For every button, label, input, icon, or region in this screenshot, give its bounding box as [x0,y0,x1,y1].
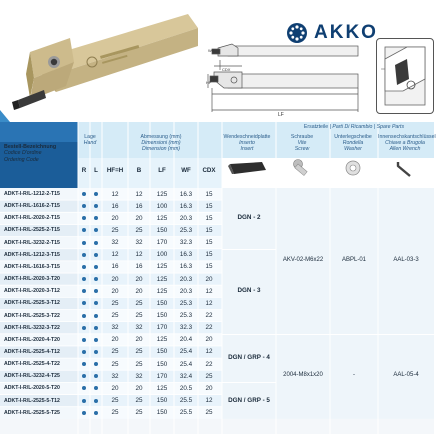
col-cdx: CDX [202,167,216,174]
hand-r-dot [82,350,86,354]
col-r: R [81,167,87,174]
wf-cell: 25.3 [179,226,193,234]
col-l: L [94,167,98,174]
b-cell: 20 [135,275,143,283]
hand-l-dot [94,314,98,318]
hf-cell: 20 [111,287,119,295]
cdx-cell: 15 [205,263,213,271]
washer-part-number: ABPL-01 [341,256,366,263]
cdx-cell: 22 [205,312,213,319]
ordering-code-header [4,144,76,163]
hand-r-dot [82,338,86,342]
cdx-cell: 15 [205,226,213,234]
ordering-code-cell: ADKT-I-R/L-2020-4-T20 [4,336,60,343]
cdx-cell: 15 [205,239,213,247]
b-cell: 20 [135,384,143,392]
lf-cell: 170 [156,324,168,332]
insert-de: Wendeschneidplatte [223,134,271,140]
wf-cell: 16.3 [179,263,193,271]
hf-cell: 20 [111,214,119,222]
ordering-code-cell: ADKT-I-R/L-2020-2-T15 [4,215,60,222]
insert-group-label: DGN / GRP - 4 [228,354,270,362]
wf-cell: 20.3 [179,214,193,222]
spare-parts-header: Ersatzteile | Parti Di Ricambio | Spare Parts [303,124,405,130]
ordering-code-cell: ADKT-I-R/L-1616-3-T15 [4,263,60,270]
hf-cell: 32 [111,372,119,380]
screw-part-number: AKV-02-M6x22 [282,256,324,263]
insert-detail-view [376,38,434,114]
hf-cell: 25 [111,409,119,417]
lf-cell: 125 [156,336,168,344]
wf-cell: 25.3 [179,299,193,307]
spare-parts-it: Parti Di Ricambio [332,124,373,130]
b-cell: 25 [135,312,143,319]
ordering-code-cell: ADKT-I-R/L-3232-4-T25 [4,373,60,380]
hand-r-dot [82,314,86,318]
wf-cell: 20.5 [179,384,193,392]
ordering-code-cell: ADKT-I-R/L-2525-5-T25 [4,409,60,416]
lf-cell: 170 [156,239,168,247]
cdx-cell: 12 [205,299,213,307]
wf-cell: 25.4 [179,360,193,368]
screw-part-number: 2004-M8x1x20 [283,372,323,379]
lf-cell: 100 [156,202,168,210]
insert-header [222,134,272,152]
b-cell: 16 [135,263,143,271]
b-cell: 32 [135,324,143,332]
ordering-code-cell: ADKT-I-R/L-2020-3-T20 [4,276,60,283]
wf-cell: 20.3 [179,287,193,295]
dimension-en: Dimension (mm) [141,146,181,152]
ordering-header-top [0,122,78,142]
b-cell: 32 [135,239,143,247]
hf-cell: 25 [111,348,119,356]
hand-l-dot [94,241,98,245]
cdx-cell: 12 [205,287,213,295]
b-cell: 20 [135,287,143,295]
ordering-code-cell: ADKT-I-R/L-1212-2-T15 [4,191,60,197]
b-cell: 12 [135,190,143,198]
b-cell: 25 [135,299,143,307]
key-de: Innensechskantschlüssel [378,134,436,140]
key-it: Chiave a Brugola [385,140,425,146]
spare-group-separator [276,334,434,335]
col-lf: LF [158,167,166,174]
ordering-code-cell: ADKT-I-R/L-1212-3-T15 [4,251,60,258]
insert-group-label: DGN - 3 [237,287,261,295]
right-body-bg [222,188,434,419]
key-part-number: AAL-03-3 [393,256,419,263]
b-cell: 25 [135,348,143,356]
wf-cell: 25.5 [179,397,193,405]
hf-cell: 25 [111,312,119,319]
hand-l-dot [94,411,98,415]
cdx-cell: 12 [205,348,213,356]
hf-cell: 25 [111,360,119,368]
b-cell: 20 [135,336,143,344]
lf-cell: 150 [156,397,168,405]
lf-cell: 150 [156,312,168,319]
hf-cell: 25 [111,299,119,307]
ordering-en: Ordering Code [4,156,39,163]
ordering-code-cell: ADKT-I-R/L-1616-2-T15 [4,203,60,210]
dimension-header [102,134,220,152]
col-wf: WF [181,167,191,174]
lf-cell: 150 [156,360,168,368]
hf-cell: 12 [111,190,119,198]
hand-l-dot [94,192,98,196]
cdx-cell: 25 [205,409,213,417]
cdx-label: CDX [222,67,231,72]
washer-de: Unterlegscheibe [334,134,372,140]
hand-r-dot [82,265,86,269]
insert-group-label: DGN / GRP - 5 [228,396,270,404]
hf-cell: 25 [111,226,119,234]
key-en: Allen Wrench [389,146,421,152]
hand-de: Lage [84,134,96,140]
hand-r-dot [82,411,86,415]
screw-en: Screw [294,146,310,152]
hf-label: HF [206,80,212,85]
screw-it: Vite [297,140,307,146]
cdx-cell: 20 [205,275,213,283]
cdx-cell: 20 [205,384,213,392]
col-b: B [136,167,142,174]
lf-cell: 150 [156,226,168,234]
lf-label: LF [278,112,284,118]
lf-cell: 150 [156,409,168,417]
lf-cell: 125 [156,190,168,198]
wf-cell: 16.3 [179,190,193,198]
wf-cell: 25.4 [179,348,193,356]
ordering-code-cell: ADKT-I-R/L-2525-3-T22 [4,312,60,319]
spare-parts-en: Spare Parts [376,124,405,130]
b-cell: 25 [135,409,143,417]
insert-icon [228,160,268,176]
dimension-de: Abmessung (mm) [140,134,182,140]
ordering-code-cell: ADKT-I-R/L-2525-2-T15 [4,227,60,234]
hf-cell: 20 [111,384,119,392]
tool-holder-photo [0,0,200,122]
wf-cell: 20.4 [179,336,193,344]
insert-en: Insert [240,146,254,152]
insert-group-separator [222,249,276,250]
insert-it: Inserto [239,140,255,146]
hand-l-dot [94,253,98,257]
lf-cell: 100 [156,251,168,259]
washer-icon [344,159,362,177]
wf-cell: 25.5 [179,409,193,417]
hand-r-dot [82,241,86,245]
wf-cell: 16.3 [179,202,193,210]
wf-cell: 16.3 [179,251,193,259]
ordering-it: Codice D'ordine [4,150,42,157]
hand-r-dot [82,326,86,330]
hand-r-dot [82,192,86,196]
cdx-cell: 20 [205,336,213,344]
ordering-code-cell: ADKT-I-R/L-2020-5-T20 [4,385,60,392]
hand-l-dot [94,338,98,342]
hf-cell: 32 [111,324,119,332]
lf-cell: 170 [156,372,168,380]
ordering-code-cell: ADKT-I-R/L-2525-4-T22 [4,361,60,368]
ordering-code-cell: ADKT-I-R/L-2525-3-T12 [4,300,60,307]
b-cell: 32 [135,372,143,380]
col-hf: HF=H [106,167,124,174]
washer-part-number: - [353,372,355,379]
hand-l-dot [94,350,98,354]
hand-l-dot [94,265,98,269]
b-cell: 25 [135,226,143,234]
hf-cell: 25 [111,397,119,405]
hf-cell: 20 [111,336,119,344]
cdx-cell: 15 [205,190,213,198]
lf-cell: 125 [156,275,168,283]
cdx-cell: 25 [205,372,213,380]
b-cell: 16 [135,202,143,210]
ordering-code-cell: ADKT-I-R/L-3232-2-T15 [4,239,60,246]
cdx-cell: 15 [205,251,213,259]
hf-cell: 16 [111,263,119,271]
hand-r-dot [82,399,86,403]
wf-cell: 32.3 [179,239,193,247]
key-part-number: AAL-05-4 [393,372,419,379]
dimension-it: Dimensioni (mm) [141,140,181,146]
wf-cell: 32.4 [179,372,193,380]
wf-label: WF [208,48,215,53]
cdx-cell: 15 [205,214,213,222]
insert-group-label: DGN - 2 [237,214,261,222]
insert-group-separator [222,382,276,383]
product-table [0,122,434,434]
insert-group-separator [222,334,276,335]
wf-cell: 20.3 [179,275,193,283]
hand-en: Hand [83,140,97,146]
lf-cell: 125 [156,384,168,392]
lf-cell: 150 [156,348,168,356]
brand-name: AKKO [314,22,378,43]
ordering-code-cell: ADKT-I-R/L-3232-3-T22 [4,324,60,331]
wf-cell: 32.3 [179,324,193,332]
hand-header [80,134,100,146]
washer-header [330,134,376,152]
ordering-code-cell: ADKT-I-R/L-2525-5-T12 [4,397,60,404]
hand-l-dot [94,399,98,403]
lf-cell: 150 [156,299,168,307]
screw-icon [292,158,312,178]
spare-parts-de: Ersatzteile [303,124,329,130]
screw-de: Schraube [290,134,314,140]
allen-key-icon [394,158,414,178]
lf-cell: 125 [156,263,168,271]
b-cell: 12 [135,251,143,259]
cdx-cell: 22 [205,324,213,332]
hf-cell: 12 [111,251,119,259]
cdx-cell: 15 [205,202,213,210]
dimension-drawing [208,40,368,118]
hf-cell: 32 [111,239,119,247]
ordering-code-cell: ADKT-I-R/L-2020-3-T12 [4,288,60,295]
cdx-cell: 12 [205,397,213,405]
lf-cell: 125 [156,287,168,295]
cdx-cell: 22 [205,360,213,368]
hf-cell: 16 [111,202,119,210]
b-cell: 25 [135,360,143,368]
lf-cell: 125 [156,214,168,222]
ordering-de: Bestell-Bezeichnung [4,144,57,150]
washer-en: Washer [344,146,362,152]
hand-l-dot [94,326,98,330]
screw-header [276,134,328,152]
wf-cell: 25.3 [179,312,193,319]
hand-r-dot [82,253,86,257]
hf-cell: 20 [111,275,119,283]
washer-it: Rondella [342,140,364,146]
b-cell: 20 [135,214,143,222]
ordering-code-cell: ADKT-I-R/L-2525-4-T12 [4,348,60,355]
b-cell: 25 [135,397,143,405]
key-header [378,134,436,152]
